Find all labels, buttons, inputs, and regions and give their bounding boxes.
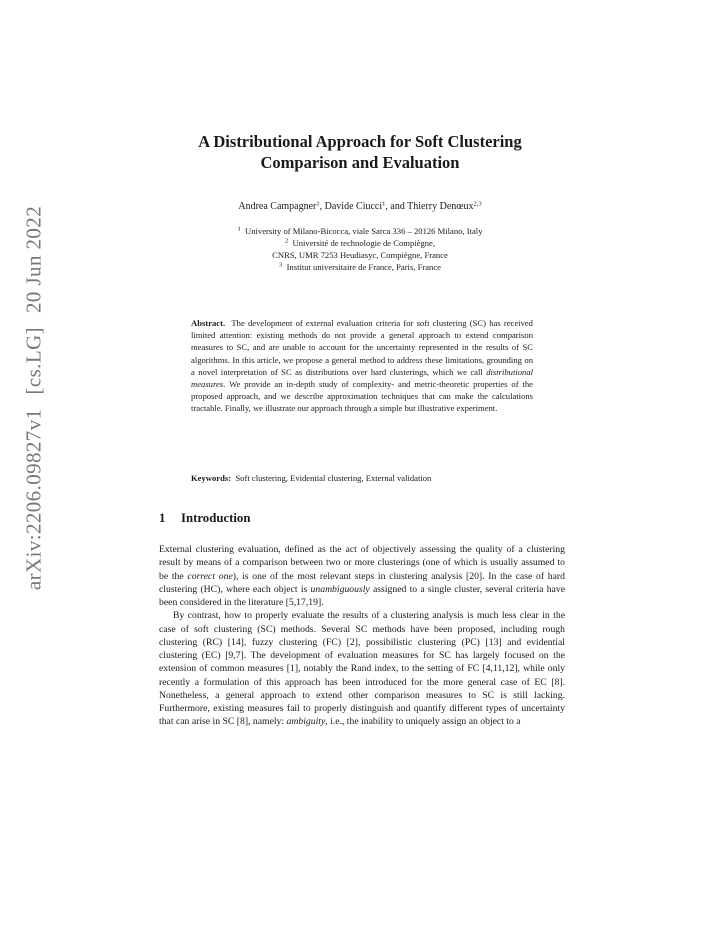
paragraph-1-emphasis-1: correct one [187,570,233,582]
paragraph-2-text-a: By contrast, how to properly evaluate the results of a clustering analysis is much less clear in the case of soft clustering (SC) methods. Several SC methods have been proposed, including rough clustering (RC) [14], fuzzy clustering (FC) [2], possibilistic clustering (PC) [13] and evidential clustering (EC) [9,7]. The development of evaluation measures for SC has largely focused on the extension of common measures [1], notably the Rand index, to the setting of FC [4,11,12], while only recently a formulation of this approach has been introduced for the more general case of EC [8]. Nonetheless, a general approach to extend other comparison measures to SC is still lacking. Furthermore, existing measures fail to properly distinguish and quantify different types of uncertainty that can arise in SC [8], namely: [159,610,565,728]
author-affiliation-mark: 1 [382,200,386,208]
author-name: Andrea Campagner [238,201,317,212]
affiliation-2 [140,237,580,249]
affiliation-mark: 1 [237,225,241,233]
abstract-paragraph [191,317,533,415]
affiliations [140,225,580,273]
arxiv-sidebar-stamp [22,206,47,590]
title-line-1: A Distributional Approach for Soft Clustering [198,132,522,151]
keywords-label: Keywords: [191,473,232,483]
author-affiliation-mark: 1 [316,200,320,208]
affiliation-mark: 3 [279,261,283,269]
affiliation-3 [140,261,580,273]
paragraph-1-text-a: External clustering evaluation, defined as the act of objectively assessing the quality of a clustering result by means of a comparison between two or more clusterings (one of which is usually assumed to be the [159,544,565,582]
affiliation-1 [140,225,580,237]
affiliation-2-line-2: CNRS, UMR 7253 Heudiasyc, Compiègne, France [272,250,448,261]
keywords [191,472,533,484]
paper-title [140,131,580,173]
introduction-body [159,543,565,729]
affiliation-text: University of Milano-Bicocca, viale Sarca 336 – 20126 Milano, Italy [245,226,483,236]
section-number: 1 [159,511,166,525]
keywords-text: Soft clustering, Evidential clustering, External validation [235,473,432,483]
arxiv-category: [cs.LG] [21,326,46,395]
abstract [191,317,533,415]
paragraph-1-text-c: assigned to a single cluster, several criteria have been considered in the literature [5,17,19]. [159,583,565,608]
paragraph-2-text-b: , i.e., the inability to uniquely assign an object to a [325,716,521,728]
author-separator: , and [385,201,408,212]
section-heading-introduction [159,510,250,526]
author-separator: , [319,201,325,212]
paragraph-1 [159,543,565,609]
paragraph-2 [159,609,565,728]
affiliation-mark: 2 [284,237,289,245]
abstract-emphasis: distributional measures [191,366,533,390]
title-line-2: Comparison and Evaluation [260,153,460,172]
author-name: Davide Ciucci [324,201,383,212]
author-name: Thierry Denœux [407,201,474,212]
arxiv-id: arXiv:2206.09827v1 [21,408,46,591]
abstract-text-part-1: The development of external evaluation criteria for soft clustering (SC) has received limited attention: existing methods do not provide a general approach to extend comparison measures to SC, and are unable to account for the uncertainty represented in the results of SC algorithms. In this article, we propose a general method to address these limitations, grounding on a novel interpretation of SC as distributions over hard clusterings, which we call [191,318,533,377]
author-affiliation-mark: 2,3 [473,200,482,208]
section-title: Introduction [181,511,251,525]
paragraph-1-emphasis-2: unambiguously [310,583,370,595]
paragraph-1-text-b: ), is one of the most relevant steps in clustering analysis [20]. In the case of hard clustering (HC), where each object is [159,570,566,595]
abstract-label: Abstract. [191,318,226,328]
affiliation-text: Université de technologie de Compiègne, [292,238,436,249]
affiliation-text: Institut universitaire de France, Paris, France [286,262,441,273]
author-list [140,200,580,213]
abstract-text-part-2: . We provide an in-depth study of complexity- and metric-theoretic properties of the proposed approach, and we describe approximation techniques that can make the calculations tractable. Finally, we illustrate our approach through a simple but illustrative experiment. [191,379,533,414]
paragraph-2-emphasis: ambiguity [286,716,326,728]
arxiv-date: 20 Jun 2022 [21,205,46,313]
